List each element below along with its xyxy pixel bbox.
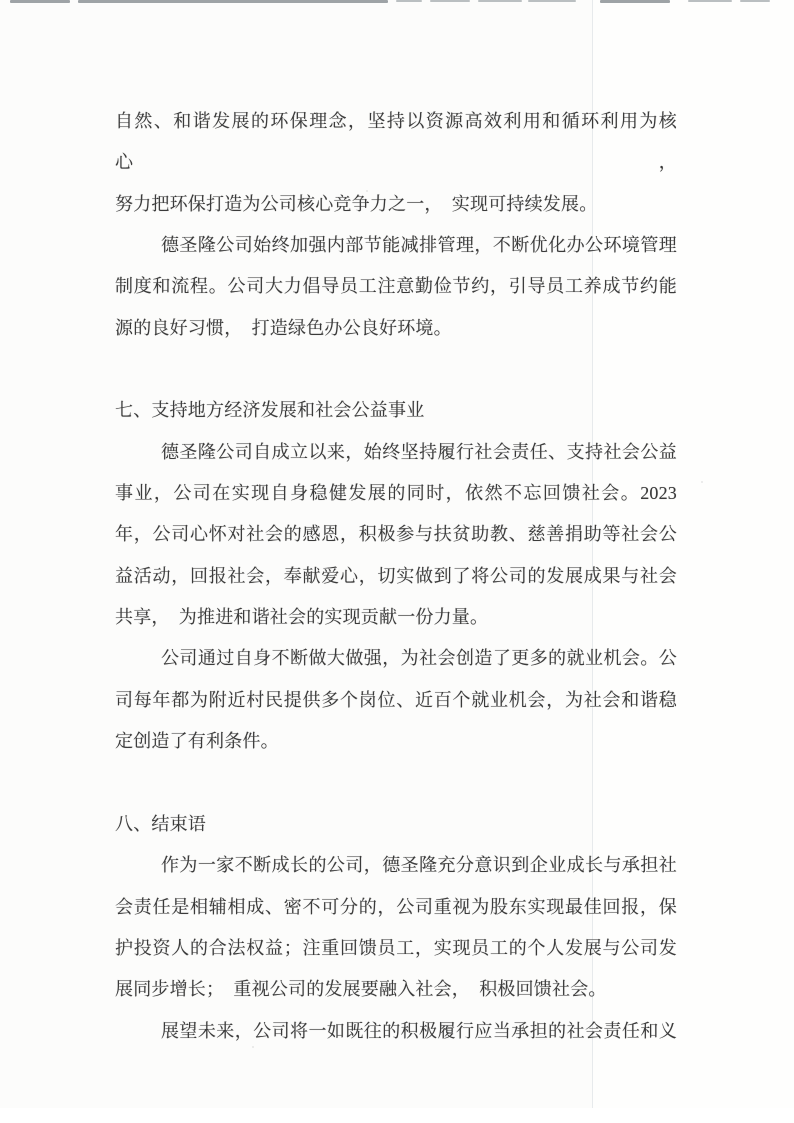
scan-edge-mark xyxy=(396,0,422,2)
text-line: 作为一家不断成长的公司，德圣隆充分意识到企业成长与承担社 xyxy=(161,855,677,876)
scan-edge-mark xyxy=(78,0,388,3)
scan-edge-mark xyxy=(688,0,732,2)
text-line: 共享， 为推进和谐社会的实现贡献一份力量。 xyxy=(115,607,489,628)
scan-edge-mark xyxy=(528,0,576,2)
scan-edge-mark xyxy=(740,0,770,2)
text-line: 德圣隆公司始终加强内部节能减排管理，不断优化办公环境管理 xyxy=(161,235,677,256)
paragraph xyxy=(115,1011,677,1052)
text-line: 努力把环保打造为公司核心竞争力之一， 实现可持续发展。 xyxy=(115,193,598,214)
paragraph xyxy=(115,638,677,762)
scan-speck xyxy=(701,481,703,483)
text-line: 德圣隆公司自成立以来，始终坚持履行社会责任、支持社会公益 xyxy=(161,441,677,462)
text-line: 司每年都为附近村民提供多个岗位、近百个就业机会，为社会和谐稳 xyxy=(115,689,677,710)
scan-edge-mark xyxy=(478,0,522,2)
text-line: 制度和流程。公司大力倡导员工注意勤俭节约，引导员工养成节约能 xyxy=(115,276,677,297)
text-line: 定创造了有利条件。 xyxy=(115,731,279,752)
text-line: 自然、和谐发展的环保理念，坚持以资源高效利用和循环利用为核心， xyxy=(115,111,677,173)
text-line: 源的良好习惯， 打造绿色办公良好环境。 xyxy=(115,317,452,338)
text-line: 事业，公司在实现自身稳健发展的同时，依然不忘回馈社会。2023 xyxy=(115,483,677,504)
text-line: 展同步增长； 重视公司的发展要融入社会， 积极回馈社会。 xyxy=(115,979,607,1000)
section-heading: 七、支持地方经济发展和社会公益事业 xyxy=(115,400,425,421)
paragraph xyxy=(115,432,677,639)
text-line: 展望未来，公司将一如既往的积极履行应当承担的社会责任和义 xyxy=(161,1020,677,1041)
section-heading: 八、结束语 xyxy=(115,813,206,834)
paragraph xyxy=(115,845,677,1010)
document-body-text xyxy=(115,101,677,1052)
scan-edge-mark xyxy=(600,0,670,3)
text-line: 公司通过自身不断做大做强，为社会创造了更多的就业机会。公 xyxy=(161,648,677,669)
scan-edge-mark xyxy=(10,0,70,3)
text-line: 年，公司心怀对社会的感恩，积极参与扶贫助教、慈善捐助等社会公 xyxy=(115,524,677,545)
text-line: 益活动，回报社会，奉献爱心，切实做到了将公司的发展成果与社会 xyxy=(115,565,677,586)
paragraph xyxy=(115,225,677,349)
text-line: 会责任是相辅相成、密不可分的，公司重视为股东实现最佳回报，保 xyxy=(115,896,677,917)
scan-edge-mark xyxy=(430,0,470,2)
text-line: 护投资人的合法权益；注重回馈员工，实现员工的个人发展与公司发 xyxy=(115,937,677,958)
scan-top-edge xyxy=(0,0,794,4)
paragraph xyxy=(115,101,677,225)
